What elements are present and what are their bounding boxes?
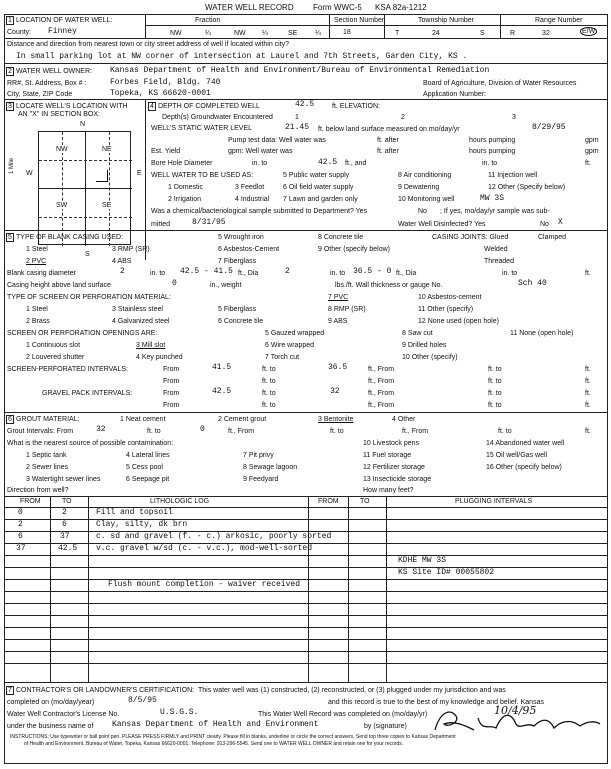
opening-6[interactable]: 6 Wire wrapped (265, 342, 315, 349)
fraction-label: Fraction (195, 17, 221, 24)
spi-to-value: 36.5 (328, 363, 348, 372)
bore-in-to-2: in. to (482, 160, 498, 167)
use-5[interactable]: 5 Public water supply (283, 172, 350, 179)
quarter-1: NW (170, 30, 182, 37)
disinfected-no[interactable]: No (540, 221, 549, 228)
casing-ft-end: ft. (585, 270, 591, 277)
groundwater-2: 2 (401, 114, 405, 121)
grout-ft-from-2: ft., From (402, 428, 429, 435)
contam-8[interactable]: 8 Sewage lagoon (243, 464, 298, 471)
contam-11[interactable]: 11 Fuel storage (363, 452, 412, 459)
screen-8[interactable]: 8 RMP (SR) (328, 306, 366, 313)
gp-from-1: From (163, 390, 180, 397)
spi-label: SCREEN-PERFORATED INTERVALS: (7, 366, 128, 373)
completed-value: 8/5/95 (128, 696, 157, 705)
distance-label: Distance and direction from nearest town or city street address of well if located within city? (7, 41, 290, 48)
screen-2[interactable]: 2 Brass (26, 318, 50, 325)
screen-10[interactable]: 10 Asbestos-cement (418, 294, 482, 301)
casing-to-2-value: 36.5 - 0 (353, 267, 392, 276)
grout-from-value: 32 (96, 425, 106, 434)
owner-value: Kansas Department of Health and Environment/Bureau of Environmental Remediation (110, 66, 490, 75)
opening-9[interactable]: 9 Drilled holes (402, 342, 447, 349)
use-label: WELL WATER TO BE USED AS: (151, 172, 254, 179)
log-row-desc: v.c. gravel w/sd (c. - v.c.), mod-well-sorted (96, 544, 313, 553)
gp-ft-to-3: ft. to (262, 402, 276, 409)
contam-3[interactable]: 3 Watertight sewer lines (26, 476, 101, 483)
contam-2[interactable]: 2 Sewer lines (26, 464, 69, 471)
groundwater-3: 3 (512, 114, 516, 121)
screen-9[interactable]: 9 ABS (328, 318, 348, 325)
gp-ft-to-2: ft. to (488, 390, 502, 397)
casing-8[interactable]: 8 Concrete tile (318, 234, 364, 241)
est-hours: hours pumping (469, 148, 516, 155)
range-number-label: Range Number (535, 17, 583, 24)
spi-ft-to-3: ft. to (262, 378, 276, 385)
grout-2[interactable]: 2 Cement grout (218, 416, 267, 423)
grout-1[interactable]: 1 Neat cement (120, 416, 166, 423)
log-row-from: 0 (18, 508, 23, 517)
log-row-desc: c. sd and gravel (f. - c.) arkosic, poorly sorted (96, 532, 332, 541)
gp-label: GRAVEL PACK INTERVALS: (42, 390, 133, 397)
grout-ft-from-1: ft., From (228, 428, 255, 435)
section-1-header (6, 16, 112, 25)
casing-height-value: 0 (172, 279, 177, 288)
opening-7[interactable]: 7 Torch cut (265, 354, 300, 361)
casing-3[interactable]: 3 RMP (SR) (112, 246, 150, 253)
grout-3[interactable]: 3 Bentonite (318, 416, 354, 423)
casing-height-in: in., weight (210, 282, 242, 289)
casing-diameter-value: 2 (120, 267, 125, 276)
ne-quadrant-label: NE (102, 146, 112, 153)
township-number-label: Township Number (418, 17, 475, 24)
contam-9[interactable]: 9 Feedyard (243, 476, 279, 483)
section-3-label-1: LOCATE WELL'S LOCATION WITH (16, 103, 128, 110)
joints-clamped[interactable]: Clamped (538, 234, 567, 241)
sw-quadrant-label: SW (56, 202, 68, 209)
contam-14[interactable]: 14 Abandoned water well (486, 440, 565, 447)
est-yield-mid: gpm: Well water was (228, 148, 293, 155)
casing-in-to: in. to (150, 270, 166, 277)
opening-3[interactable]: 3 Mill slot (136, 342, 166, 349)
use-10[interactable]: 10 Monitoring well (398, 196, 455, 203)
casing-2[interactable]: 2 PVC (26, 258, 47, 265)
contam-15[interactable]: 15 Oil well/Gas well (486, 452, 548, 459)
log-row-from: 2 (18, 520, 23, 529)
mitted-value: 8/31/95 (192, 218, 226, 227)
quarter-2-unit: ¼ (262, 30, 268, 37)
plugging-entry-2: KS Site ID# 00055802 (398, 568, 495, 577)
use-2[interactable]: 2 Irrigation (168, 196, 202, 203)
pump-hours: hours pumping (469, 137, 516, 144)
section-4-number: 4 (148, 102, 156, 111)
bore-ft-and: ft., and (345, 160, 367, 167)
quarter-3: SE (288, 30, 298, 37)
spi-ft-from-2: ft., From (368, 378, 395, 385)
spi-ft-to-1: ft. to (262, 366, 276, 373)
casing-9[interactable]: 9 Other (specify below) (318, 246, 390, 253)
range-r: R (510, 30, 516, 37)
township-t: T (395, 30, 400, 37)
gp-from-value: 42.5 (212, 387, 232, 396)
section-4-header (148, 102, 260, 111)
section-7-number: 7 (6, 686, 14, 695)
spi-ft-2: ft. (585, 378, 591, 385)
screen-7[interactable]: 7 PVC (328, 294, 349, 301)
city-label: City, State, ZIP Code (7, 91, 73, 98)
completed-tail: and this record is true to the best of my knowledge and belief. Kansas (328, 699, 544, 706)
gp-from-2: From (163, 402, 180, 409)
grout-ft-to-2: ft. to (330, 428, 344, 435)
gp-ft-to-4: ft. to (488, 402, 502, 409)
section-2-header (6, 67, 92, 76)
opening-8[interactable]: 8 Saw cut (402, 330, 433, 337)
log-row-to: 42.5 (58, 544, 78, 553)
log-row-desc: Fill and topsoil (96, 508, 173, 517)
casing-diameter-label: Blank casing diameter (7, 270, 76, 277)
screen-11[interactable]: 11 Other (specify) (418, 306, 474, 313)
screen-5[interactable]: 5 Fiberglass (218, 306, 257, 313)
spi-ft-to-4: ft. to (488, 378, 502, 385)
section-value: 18 (343, 29, 351, 36)
screen-12[interactable]: 12 None used (open hole) (418, 318, 499, 325)
spi-ft-to-2: ft. to (488, 366, 502, 373)
static-suffix: ft. below land surface measured on mo/day/yr (318, 126, 460, 133)
est-ft-after: ft. after (377, 148, 399, 155)
pump-test-label: Pump test data: Well water was (228, 137, 326, 144)
application-label: Application Number: (423, 91, 487, 98)
plugging-entry-1: KDHE MW 3S (398, 556, 447, 565)
depth-value: 42.5 (295, 100, 315, 109)
south-label: S (85, 251, 90, 258)
grout-ft-to-3: ft. to (498, 428, 512, 435)
contam-16[interactable]: 16 Other (specify below) (486, 464, 562, 471)
use-6[interactable]: 6 Oil field water supply (283, 184, 354, 191)
county-value: Finney (48, 27, 77, 36)
grout-to-value: 0 (200, 425, 205, 434)
opening-5[interactable]: 5 Gauzed wrapped (265, 330, 325, 337)
gp-ft-from-1: ft., From (368, 390, 395, 397)
range-value: 32 (542, 30, 550, 37)
license-value: U.S.G.S. (160, 708, 199, 717)
section-5-header (6, 233, 123, 242)
use-10-value: MW 3S (480, 194, 505, 203)
board-label: Board of Agriculture, Division of Water Resources (423, 80, 577, 87)
static-value: 21.45 (285, 123, 310, 132)
log-row-from: 37 (16, 544, 26, 553)
log-from-header: FROM (20, 498, 41, 505)
opening-11[interactable]: 11 None (open hole) (510, 330, 574, 337)
nw-quadrant-label: NW (56, 146, 68, 153)
opening-1[interactable]: 1 Continuous slot (26, 342, 81, 349)
form-title: WATER WELL RECORD (205, 3, 294, 12)
business-label: under the business name of (7, 723, 94, 730)
bore-label: Bore Hole Diameter (151, 160, 213, 167)
license-tail: This Water Well Record was completed on (mo/day/yr) (258, 711, 428, 718)
contam-4[interactable]: 4 Lateral lines (126, 452, 170, 459)
section-3-header (6, 102, 128, 111)
joints-label: CASING JOINTS: Glued (432, 234, 509, 241)
use-9[interactable]: 9 Dewatering (398, 184, 440, 191)
grout-4[interactable]: 4 Other (392, 416, 416, 423)
contam-7[interactable]: 7 Pit privy (243, 452, 274, 459)
disinfected-mark: X (558, 218, 563, 227)
spi-ft-1: ft. (585, 366, 591, 373)
casing-lbs-label: lbs./ft. Wall thickness or gauge No. (335, 282, 443, 289)
log-row-to: 2 (62, 508, 67, 517)
use-7[interactable]: 7 Lawn and garden only (283, 196, 358, 203)
grout-ft: ft. (585, 428, 591, 435)
contam-5[interactable]: 5 Cess pool (126, 464, 163, 471)
cert-text: This water well was (1) constructed, (2) reconstructed, or (3) plugged under my jurisdiction and was (198, 687, 506, 694)
spi-from-value: 41.5 (212, 363, 232, 372)
use-11[interactable]: 11 Injection well (488, 172, 538, 179)
section-box[interactable] (38, 131, 131, 245)
range-ew: E/W (582, 28, 596, 35)
casing-in-to-3: in. to (502, 270, 518, 277)
casing-height-label: Casing height above land surface (7, 282, 111, 289)
screen-label: TYPE OF SCREEN OR PERFORATION MATERIAL: (7, 294, 171, 301)
chem-tail: ; If yes, mo/day/yr sample was sub- (440, 208, 550, 215)
chem-no[interactable]: No (418, 208, 427, 215)
log-to2-header: TO (360, 498, 370, 505)
address-value: Forbes Field, Bldg. 740 (110, 78, 221, 87)
business-value: Kansas Department of Health and Environment (112, 720, 319, 729)
contam-label: What is the nearest source of possible contamination: (7, 440, 174, 447)
log-row-to: 6 (62, 520, 67, 529)
section-3-number: 3 (6, 102, 14, 111)
log-note: Flush mount completion - waiver received (108, 580, 301, 589)
contam-10[interactable]: 10 Livestock pens (363, 440, 420, 447)
direction-label: Direction from well? (7, 487, 69, 494)
contam-6[interactable]: 6 Seepage pit (126, 476, 170, 483)
section-2-label: WATER WELL OWNER: (16, 68, 92, 75)
spi-from-1: From (163, 366, 180, 373)
casing-in-to-2: in. to (330, 270, 346, 277)
how-many-feet-label: How many feet? (363, 487, 414, 494)
quarter-3-unit: ¼ (315, 30, 321, 37)
log-to-header: TO (62, 498, 72, 505)
signature-label: by (signature) (364, 723, 407, 730)
casing-ft-dia: ft., Dia (238, 270, 259, 277)
contam-1[interactable]: 1 Septic tank (26, 452, 67, 459)
openings-label: SCREEN OR PERFORATION OPENINGS ARE: (7, 330, 158, 337)
casing-6[interactable]: 6 Asbestos-Cement (218, 246, 280, 253)
city-value: Topeka, KS 66620-0001 (110, 89, 211, 98)
spi-ft-from-1: ft., From (368, 366, 395, 373)
spi-from-2: From (163, 378, 180, 385)
distance-value: In small parking lot at NW corner of intersection at Laurel and 7th Streets, Garden City, KS . (16, 52, 468, 61)
gp-to-value: 32 (330, 387, 340, 396)
section-5-number: 5 (6, 233, 14, 242)
section-1-label: LOCATION OF WATER WELL: (16, 17, 113, 24)
west-label: W (26, 170, 33, 177)
address-label: RR#, St. Address, Box # : (7, 80, 87, 87)
use-8[interactable]: 8 Air conditioning (398, 172, 452, 179)
casing-1[interactable]: 1 Steel (26, 246, 48, 253)
opening-2[interactable]: 2 Louvered shutter (26, 354, 85, 361)
north-label: N (80, 121, 86, 128)
casing-ft-dia-3: ft., Dia (396, 270, 417, 277)
depth-label: DEPTH OF COMPLETED WELL (158, 103, 260, 110)
log-row-from: 6 (18, 532, 23, 541)
gp-ft-1: ft. (585, 390, 591, 397)
one-mile-label: 1 Mile (9, 157, 16, 175)
groundwater-label: Depth(s) Groundwater Encountered (162, 114, 273, 121)
section-6-number: 6 (6, 415, 14, 424)
casing-gauge-value: Sch 40 (518, 279, 547, 288)
township-s: S (480, 30, 485, 37)
instructions-line-1: INSTRUCTIONS: Use typewriter or ball point pen. PLEASE PRESS FIRMLY and PRINT clearly. Please fill in blanks, underline or circle the correct answers. Send top three copies to Kansas Department (10, 734, 456, 740)
quarter-1-unit: ¼ (205, 30, 211, 37)
est-yield-label: Est. Yield (151, 148, 181, 155)
screen-4[interactable]: 4 Galvanized steel (112, 318, 170, 325)
groundwater-1: 1 (295, 114, 299, 121)
use-3[interactable]: 3 Feedlot (235, 184, 265, 191)
bore-in-to: in. to (252, 160, 268, 167)
gp-ft-2: ft. (585, 402, 591, 409)
screen-6[interactable]: 6 Concrete tile (218, 318, 264, 325)
county-label: County: (7, 29, 32, 36)
contam-12[interactable]: 12 Fertilizer storage (363, 464, 425, 471)
log-plug-header: PLUGGING INTERVALS (455, 498, 533, 505)
gp-ft-to-1: ft. to (262, 390, 276, 397)
elevation-label: ft. ELEVATION: (332, 103, 380, 110)
disinfected-label: Water Well Disinfected? Yes (398, 221, 486, 228)
opening-4[interactable]: 4 Key punched (136, 354, 183, 361)
log-row-to: 37 (60, 532, 70, 541)
completed-label: completed on (mo/day/year) (7, 699, 95, 706)
static-date: 8/29/95 (532, 123, 566, 132)
quarter-2: NW (234, 30, 246, 37)
casing-7[interactable]: 7 Fiberglass (218, 258, 257, 265)
grout-label: GROUT MATERIAL: (16, 416, 80, 423)
log-from2-header: FROM (318, 498, 339, 505)
pump-gpm: gpm (585, 137, 599, 144)
bore-to-value: 42.5 (318, 158, 338, 167)
casing-dia-2: 2 (285, 267, 290, 276)
section-6-header (6, 415, 80, 424)
grout-int-label: Grout Intervals: From (7, 428, 74, 435)
ksa-number: KSA 82a-1212 (375, 3, 427, 12)
screen-3[interactable]: 3 Stainless steel (112, 306, 163, 313)
pump-ft-after: ft. after (377, 137, 399, 144)
gp-ft-from-2: ft., From (368, 402, 395, 409)
section-2-number: 2 (6, 67, 14, 76)
casing-5[interactable]: 5 Wrought iron (218, 234, 264, 241)
est-gpm: gpm (585, 148, 599, 155)
license-label: Water Well Contractor's License No. (7, 711, 120, 718)
use-4[interactable]: 4 Industrial (235, 196, 270, 203)
grout-ft-to: ft. to (147, 428, 161, 435)
mitted-label: mitted (151, 221, 171, 228)
log-litho-header: LITHOLOGIC LOG (150, 498, 210, 505)
contam-13[interactable]: 13 Insecticide storage (363, 476, 432, 483)
record-date-value: 10/4/95 (494, 704, 537, 717)
cert-label: CONTRACTOR'S OR LANDOWNER'S CERTIFICATION: (16, 687, 195, 694)
use-12[interactable]: 12 Other (Specify below) (488, 184, 566, 191)
signature (430, 704, 605, 736)
opening-10[interactable]: 10 Other (specify) (402, 354, 458, 361)
casing-4[interactable]: 4 ABS (112, 258, 132, 265)
static-label: WELL'S STATIC WATER LEVEL (151, 125, 253, 132)
township-value: 24 (432, 30, 440, 37)
instructions-line-2: of Health and Environment, Bureau of Water, Topeka, Kansas 66620-0001. Telephone: 913-296-5545. Send one to WATER WELL OWNER and retain one for your records. (24, 741, 404, 747)
section-1-number: 1 (6, 16, 14, 25)
section-7-header (6, 686, 194, 695)
screen-1[interactable]: 1 Steel (26, 306, 48, 313)
se-quadrant-label: SE (102, 202, 112, 209)
chem-label: Was a chemical/bacteriological sample submitted to Department? Yes (151, 208, 368, 215)
use-1[interactable]: 1 Domestic (168, 184, 204, 191)
log-row-desc: Clay, silty, dk brn (96, 520, 188, 529)
form-number: Form WWC-5 (313, 3, 362, 12)
casing-to-value: 42.5 - 41.5 (180, 267, 233, 276)
casing-label: TYPE OF BLANK CASING USED: (16, 234, 123, 241)
joints-welded[interactable]: Welded (484, 246, 508, 253)
bore-ft: ft. (585, 160, 591, 167)
east-label: E (137, 170, 142, 177)
section-3-label-2: AN "X" IN SECTION BOX: (18, 111, 100, 118)
joints-threaded[interactable]: Threaded (484, 258, 514, 265)
section-number-label: Section Number (334, 17, 385, 24)
